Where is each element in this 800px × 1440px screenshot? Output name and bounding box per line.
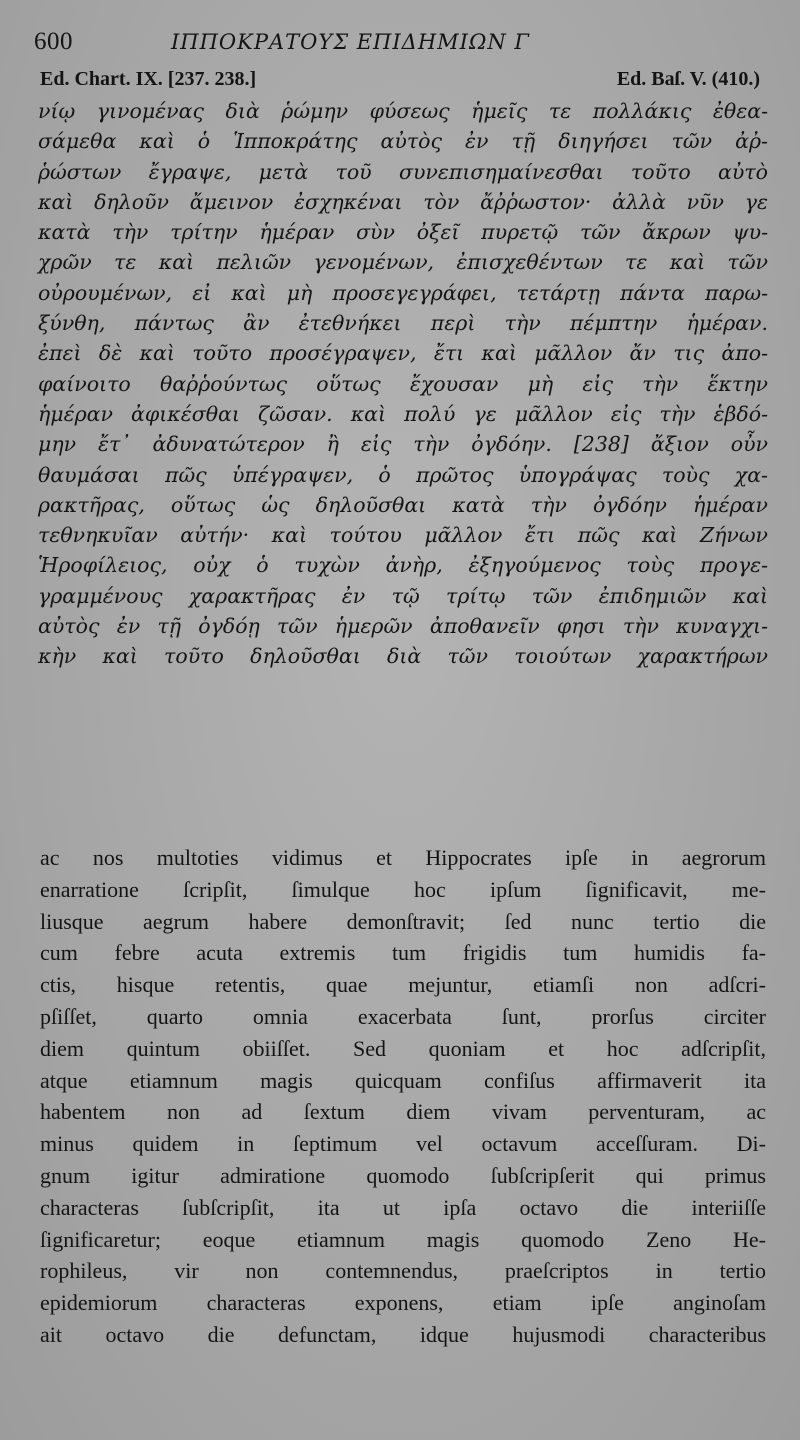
edition-reference-line [40,68,760,91]
latin-line: ait octavo die defunctam, idque hujusmodi characteribus [40,1321,766,1347]
latin-line: liusque aegrum habere demonſtravit; ſed nunc tertio die [40,908,766,934]
latin-line: enarratione ſcripſit, ſimulque hoc ipſum ſignificavit, me- [40,876,766,902]
running-head: ΙΠΠΟΚΡΑΤΟΥΣ ΕΠΙΔΗΜΙΩΝ Γ [171,30,530,54]
greek-line: ρακτῆρας, οὕτως ὡς δηλοῦσθαι κατὰ τὴν ὀγδόην ἡμέραν [38,492,768,517]
greek-line: γραμμένους χαρακτῆρας ἐν τῷ τρίτῳ τῶν ἐπιδημιῶν καὶ [38,583,768,608]
latin-line: ſignificaretur; eoque etiamnum magis quomodo Zeno He- [40,1226,766,1252]
edition-chartier-reference: Ed. Chart. IX. [237. 238.] [40,68,257,90]
latin-line: ctis, hisque retentis, quae mejuntur, etiamſi non adſcri- [40,972,766,998]
page-header [34,28,760,68]
latin-line: diem quintum obiiſſet. Sed quoniam et hoc adſcripſit, [40,1035,766,1061]
latin-line: epidemiorum characteras exponens, etiam ipſe anginoſam [40,1290,766,1316]
greek-line: Ἡροφίλειος, οὐχ ὁ τυχὼν ἀνὴρ, ἐξηγούμενος τοὺς προγε- [38,553,768,578]
latin-line: pſiſſet, quarto omnia exacerbata ſunt, prorſus circiter [40,1003,766,1029]
latin-line: rophileus, vir non contemnendus, praeſcriptos in tertio [40,1258,766,1284]
greek-line: νίῳ γινομένας διὰ ῥώμην φύσεως ἡμεῖς τε πολλάκις ἐθεα- [38,99,768,123]
latin-line: atque etiamnum magis quicquam confiſus affirmaverit ita [40,1067,766,1093]
greek-line: κὴν καὶ τοῦτο δηλοῦσθαι διὰ τῶν τοιούτων χαρακτήρων [38,644,768,669]
greek-line: ἐπεὶ δὲ καὶ τοῦτο προσέγραψεν, ἔτι καὶ μᾶλλον ἄν τις ἀπο- [38,341,768,366]
greek-line: ῥώστων ἔγραψε, μετὰ τοῦ συνεπισημαίνεσθαι τοῦτο αὐτὸ [38,159,768,184]
latin-line: minus quidem in ſeptimum vel octavum acceſſuram. Di- [40,1131,766,1157]
greek-line: μην ἔτ᾽ ἀδυνατώτερον ἢ εἰς τὴν ὀγδόην. [238] ἄξιον οὖν [38,432,768,457]
latin-line: characteras ſubſcripſit, ita ut ipſa octavo die interiiſſe [40,1194,766,1220]
latin-line: ac nos multoties vidimus et Hippocrates ipſe in aegrorum [40,845,766,870]
latin-line: habentem non ad ſextum diem vivam perventuram, ac [40,1099,766,1125]
edition-basel-reference: Ed. Baſ. V. (410.) [616,68,760,90]
greek-line: τεθνηκυῖαν αὐτήν· καὶ τούτου μᾶλλον ἔτι πῶς καὶ Ζήνων [38,523,768,548]
latin-line: cum febre acuta extremis tum frigidis tum humidis fa- [40,940,766,966]
greek-line: θαυμάσαι πῶς ὑπέγραψεν, ὁ πρῶτος ὑπογράψας τοὺς χα- [38,462,768,487]
greek-line: ξύνθη, πάντως ἂν ἐτεθνήκει περὶ τὴν πέμπτην ἡμέραν. [38,311,768,336]
greek-line: καὶ δηλοῦν ἄμεινον ἐσχηκέναι τὸν ἄῤῥωστον· ἀλλὰ νῦν γε [38,189,768,214]
greek-line: σάμεθα καὶ ὁ Ἱπποκράτης αὐτὸς ἐν τῇ διηγήσει τῶν ἀῤ- [38,129,768,154]
greek-line: κατὰ τὴν τρίτην ἡμέραν σὺν ὀξεῖ πυρετῷ τῶν ἄκρων ψυ- [38,220,768,245]
greek-line: αὐτὸς ἐν τῇ ὀγδόῃ τῶν ἡμερῶν ἀποθανεῖν φησι τὴν κυναγχι- [38,614,768,639]
page-number: 600 [34,28,73,55]
greek-text-block [38,96,768,672]
latin-text-block [40,842,766,1351]
greek-line: οὐρουμένων, εἰ καὶ μὴ προσεγεγράφει, τετάρτῃ πάντα παρω- [38,280,768,305]
greek-line: φαίνοιτο θαῤῥούντως οὕτως ἔχουσαν μὴ εἰς τὴν ἕκτην [38,371,768,396]
greek-line: χρῶν τε καὶ πελιῶν γενομένων, ἐπισχεθέντων τε καὶ τῶν [38,250,768,275]
greek-line: ἡμέραν ἀφικέσθαι ζῶσαν. καὶ πολύ γε μᾶλλον εἰς τὴν ἑβδό- [38,401,768,426]
latin-line: gnum igitur admiratione quomodo ſubſcripſerit qui primus [40,1162,766,1188]
